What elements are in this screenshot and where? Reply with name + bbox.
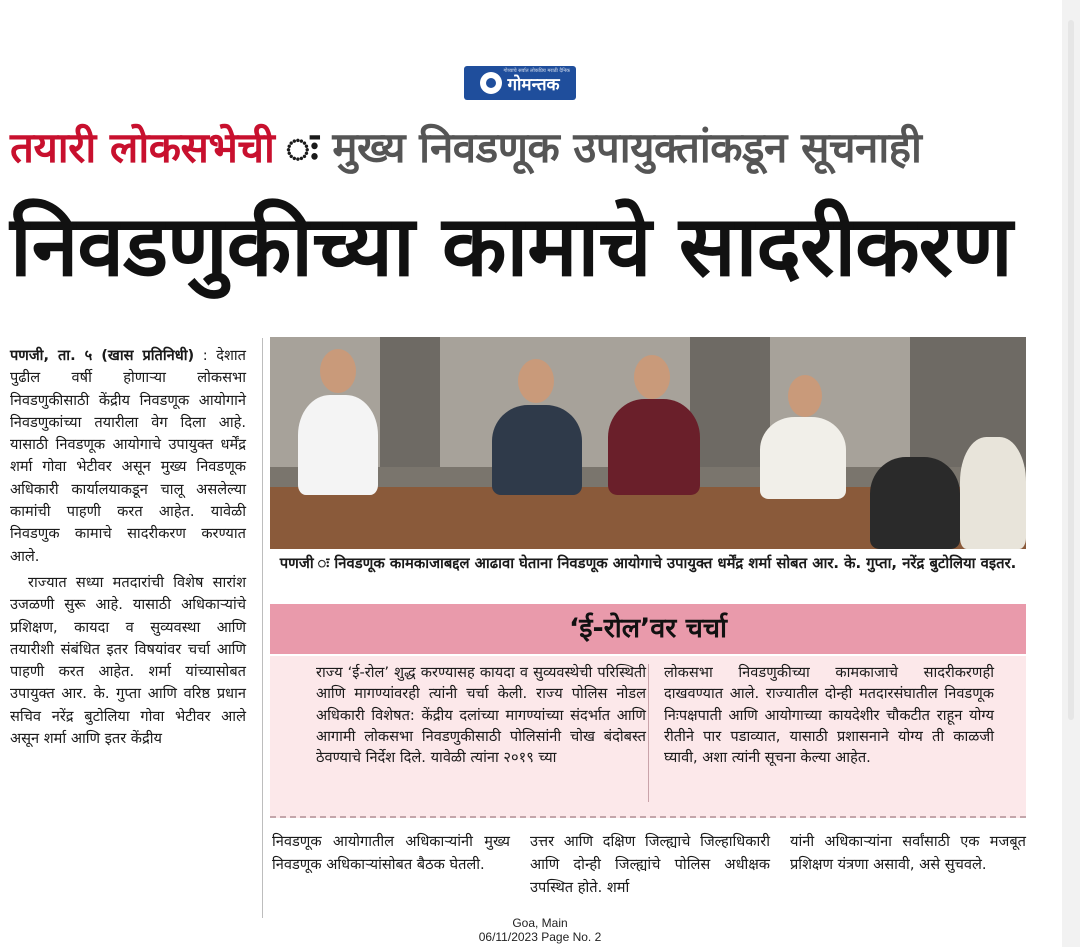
left-column	[10, 345, 246, 750]
logo-emblem-icon	[480, 72, 502, 94]
column-divider	[262, 338, 263, 918]
masthead-tagline: गोव्याचे सर्वात लोकप्रिय मराठी दैनिक	[503, 68, 570, 74]
page-footer	[420, 916, 660, 944]
box-title: ‘ई-रोल’वर चर्चा	[270, 604, 1026, 654]
lower-col-1: निवडणूक आयोगातील अधिकाऱ्यांनी मुख्य निवडणूक अधिकाऱ्यांसोबत बैठक घेतली.	[272, 833, 510, 873]
masthead-name: गोमन्तक	[507, 74, 560, 95]
lower-col-3: यांनी अधिकाऱ्यांना सर्वांसाठी एक मजबूत प्रशिक्षण यंत्रणा असावी, असे सुचवले.	[790, 833, 1026, 873]
left-para-1	[10, 345, 246, 568]
highlight-box	[270, 656, 1026, 818]
lower-col-2: उत्तर आणि दक्षिण जिल्ह्याचे जिल्हाधिकारी आणि दोन्ही जिल्ह्यांचे पोलिस अधीक्षक उपस्थित होते. शर्मा	[530, 833, 770, 896]
footer-edition: Goa, Main	[512, 916, 568, 930]
kicker-grey: मुख्य निवडणूक उपायुक्तांकडून सूचनाही	[332, 123, 922, 172]
box-divider	[648, 664, 649, 802]
footer-date-page: 06/11/2023 Page No. 2	[478, 930, 602, 944]
box-col-2: लोकसभा निवडणुकीच्या कामकाजाचे सादरीकरणही दाखवण्यात आले. राज्यातील दोन्ही मतदारसंघातील निवडणूक निःपक्षपाती आणि आयोगाच्या कायदेशीर चौकटीत राहून योग्य रीतीने पार पडाव्यात, यासाठी प्रशासनाने योग्य ती काळजी घ्यावी, अशा त्यांनी सूचना केल्या आहेत.	[664, 664, 994, 767]
photo-caption: पणजी ः निवडणूक कामकाजाबद्दल आढावा घेताना निवडणूक आयोगाचे उपायुक्त धर्मेंद्र शर्मा सोबत आर. के. गुप्ता, नरेंद्र बुटोलिया वइतर.	[279, 555, 1017, 572]
kicker-line	[10, 118, 921, 175]
news-photo	[270, 337, 1026, 549]
box-col-1: राज्य ‘ई-रोल’ शुद्ध करण्यासह कायदा व सुव्यवस्थेची परिस्थिती आणि मागण्यांवरही त्यांनी चर्चा केली. राज्य पोलिस नोडल अधिकारी विशेषत: केंद्रीय दलांच्या मागण्यांच्या संदर्भात आणि आगामी लोकसभा निवडणुकीसाठी पोलिसांनी चोख बंदोबस्त ठेवण्याचे निर्देश दिले. यावेळी त्यांना २०१९ च्या	[316, 664, 646, 767]
masthead-logo	[464, 66, 576, 100]
left-para-2: राज्यात सध्या मतदारांची विशेष सारांश उजळणी सुरू आहे. यासाठी अधिकाऱ्यांचे प्रशिक्षण, कायदा व सुव्यवस्था आणि तयारीशी संबंधित इतर विषयांवर चर्चा आणि पाहणी करत आहेत. शर्मा यांच्यासोबत उपायुक्त आर. के. गुप्ता आणि वरिष्ठ प्रधान सचिव नरेंद्र बुटोलिया गोवा भेटीवर आले असून शर्मा आणि इतर केंद्रीय	[10, 573, 246, 748]
page-edge-strip	[1062, 0, 1080, 947]
headline: निवडणुकीच्या कामाचे सादरीकरण	[10, 197, 1012, 295]
left-para-1-text: : देशात पुढील वर्षी होणाऱ्या लोकसभा निवडणुकीसाठी केंद्रीय निवडणूक आयोगाने निवडणुकांच्या तयारीला वेग दिला आहे. यासाठी निवडणूक आयोगाचे उपायुक्त धर्मेंद्र शर्मा गोवा भेटीवर असून मुख्य निवडणूक अधिकारी कार्यालयाकडून चालू असलेल्या कामांची पाहणी करत आहेत. यावेळी निवडणुक कामाचे सादरीकरण करण्यात आले.	[10, 347, 246, 565]
dateline: पणजी, ता. ५ (खास प्रतिनिधी)	[10, 347, 195, 364]
scrollbar-track[interactable]	[1068, 20, 1074, 720]
kicker-red: तयारी लोकसभेची	[10, 123, 275, 172]
